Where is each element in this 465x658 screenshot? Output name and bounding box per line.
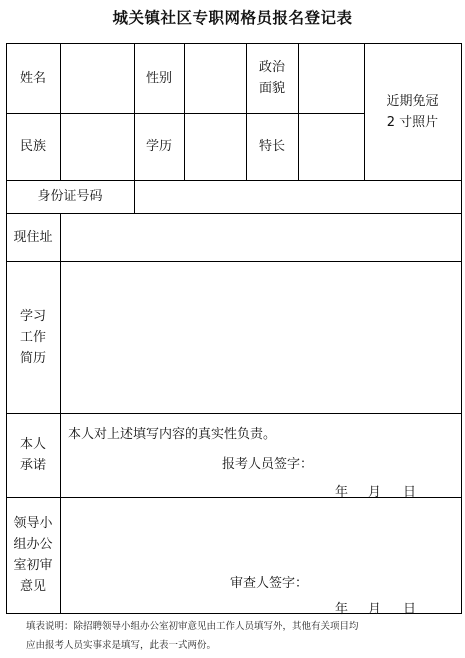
review-opinion-field[interactable] — [61, 498, 461, 568]
name-field[interactable] — [61, 44, 134, 113]
reviewer-signature-label: 审查人签字： — [230, 576, 309, 591]
education-field[interactable] — [185, 114, 246, 180]
instructions-line-1: 填表说明：除招聘领导小组办公室初审意见由工作人员填写外，其他有关项目均 — [26, 621, 359, 632]
name-label: 姓名 — [19, 70, 46, 86]
review-day: 日 — [403, 602, 417, 617]
commitment-statement: 本人对上述填写内容的真实性负责。 — [68, 427, 277, 442]
specialty-label: 特长 — [258, 139, 285, 154]
commitment-day: 日 — [403, 485, 417, 500]
id-number-label: 身份证号码 — [37, 189, 103, 204]
education-label: 学历 — [145, 139, 172, 154]
address-label: 现住址 — [13, 229, 53, 245]
form-instructions — [26, 617, 446, 655]
resume-field[interactable] — [61, 262, 461, 413]
review-opinion-label: 领导小 组办公 室初审 意见 — [13, 516, 53, 594]
specialty-field[interactable] — [299, 114, 364, 180]
resume-label: 学习 工作 简历 — [19, 308, 46, 366]
photo-box[interactable]: 近期免冠 2 寸照片 — [386, 93, 439, 130]
review-year: 年 — [335, 602, 349, 617]
instructions-line-2: 应由报考人员实事求是填写，此表一式两份。 — [26, 640, 217, 651]
political-status-label: 政治 面貌 — [258, 60, 285, 96]
commitment-month: 月 — [368, 485, 382, 500]
gender-label: 性别 — [145, 70, 172, 86]
gender-field[interactable] — [185, 44, 246, 113]
id-number-field[interactable] — [135, 181, 461, 213]
commitment-label: 本人 承诺 — [19, 437, 46, 473]
applicant-signature-label: 报考人员签字： — [222, 457, 314, 472]
ethnicity-label: 民族 — [19, 139, 46, 154]
table-border-bottom — [6, 613, 462, 614]
table-border-right — [461, 43, 462, 614]
row-divider-5 — [6, 413, 462, 414]
ethnicity-field[interactable] — [61, 114, 134, 180]
commitment-year: 年 — [335, 485, 349, 500]
review-month: 月 — [368, 602, 382, 617]
political-status-field[interactable] — [299, 44, 364, 113]
form-title: 城关镇社区专职网格员报名登记表 — [112, 8, 353, 27]
address-field[interactable] — [61, 214, 461, 261]
